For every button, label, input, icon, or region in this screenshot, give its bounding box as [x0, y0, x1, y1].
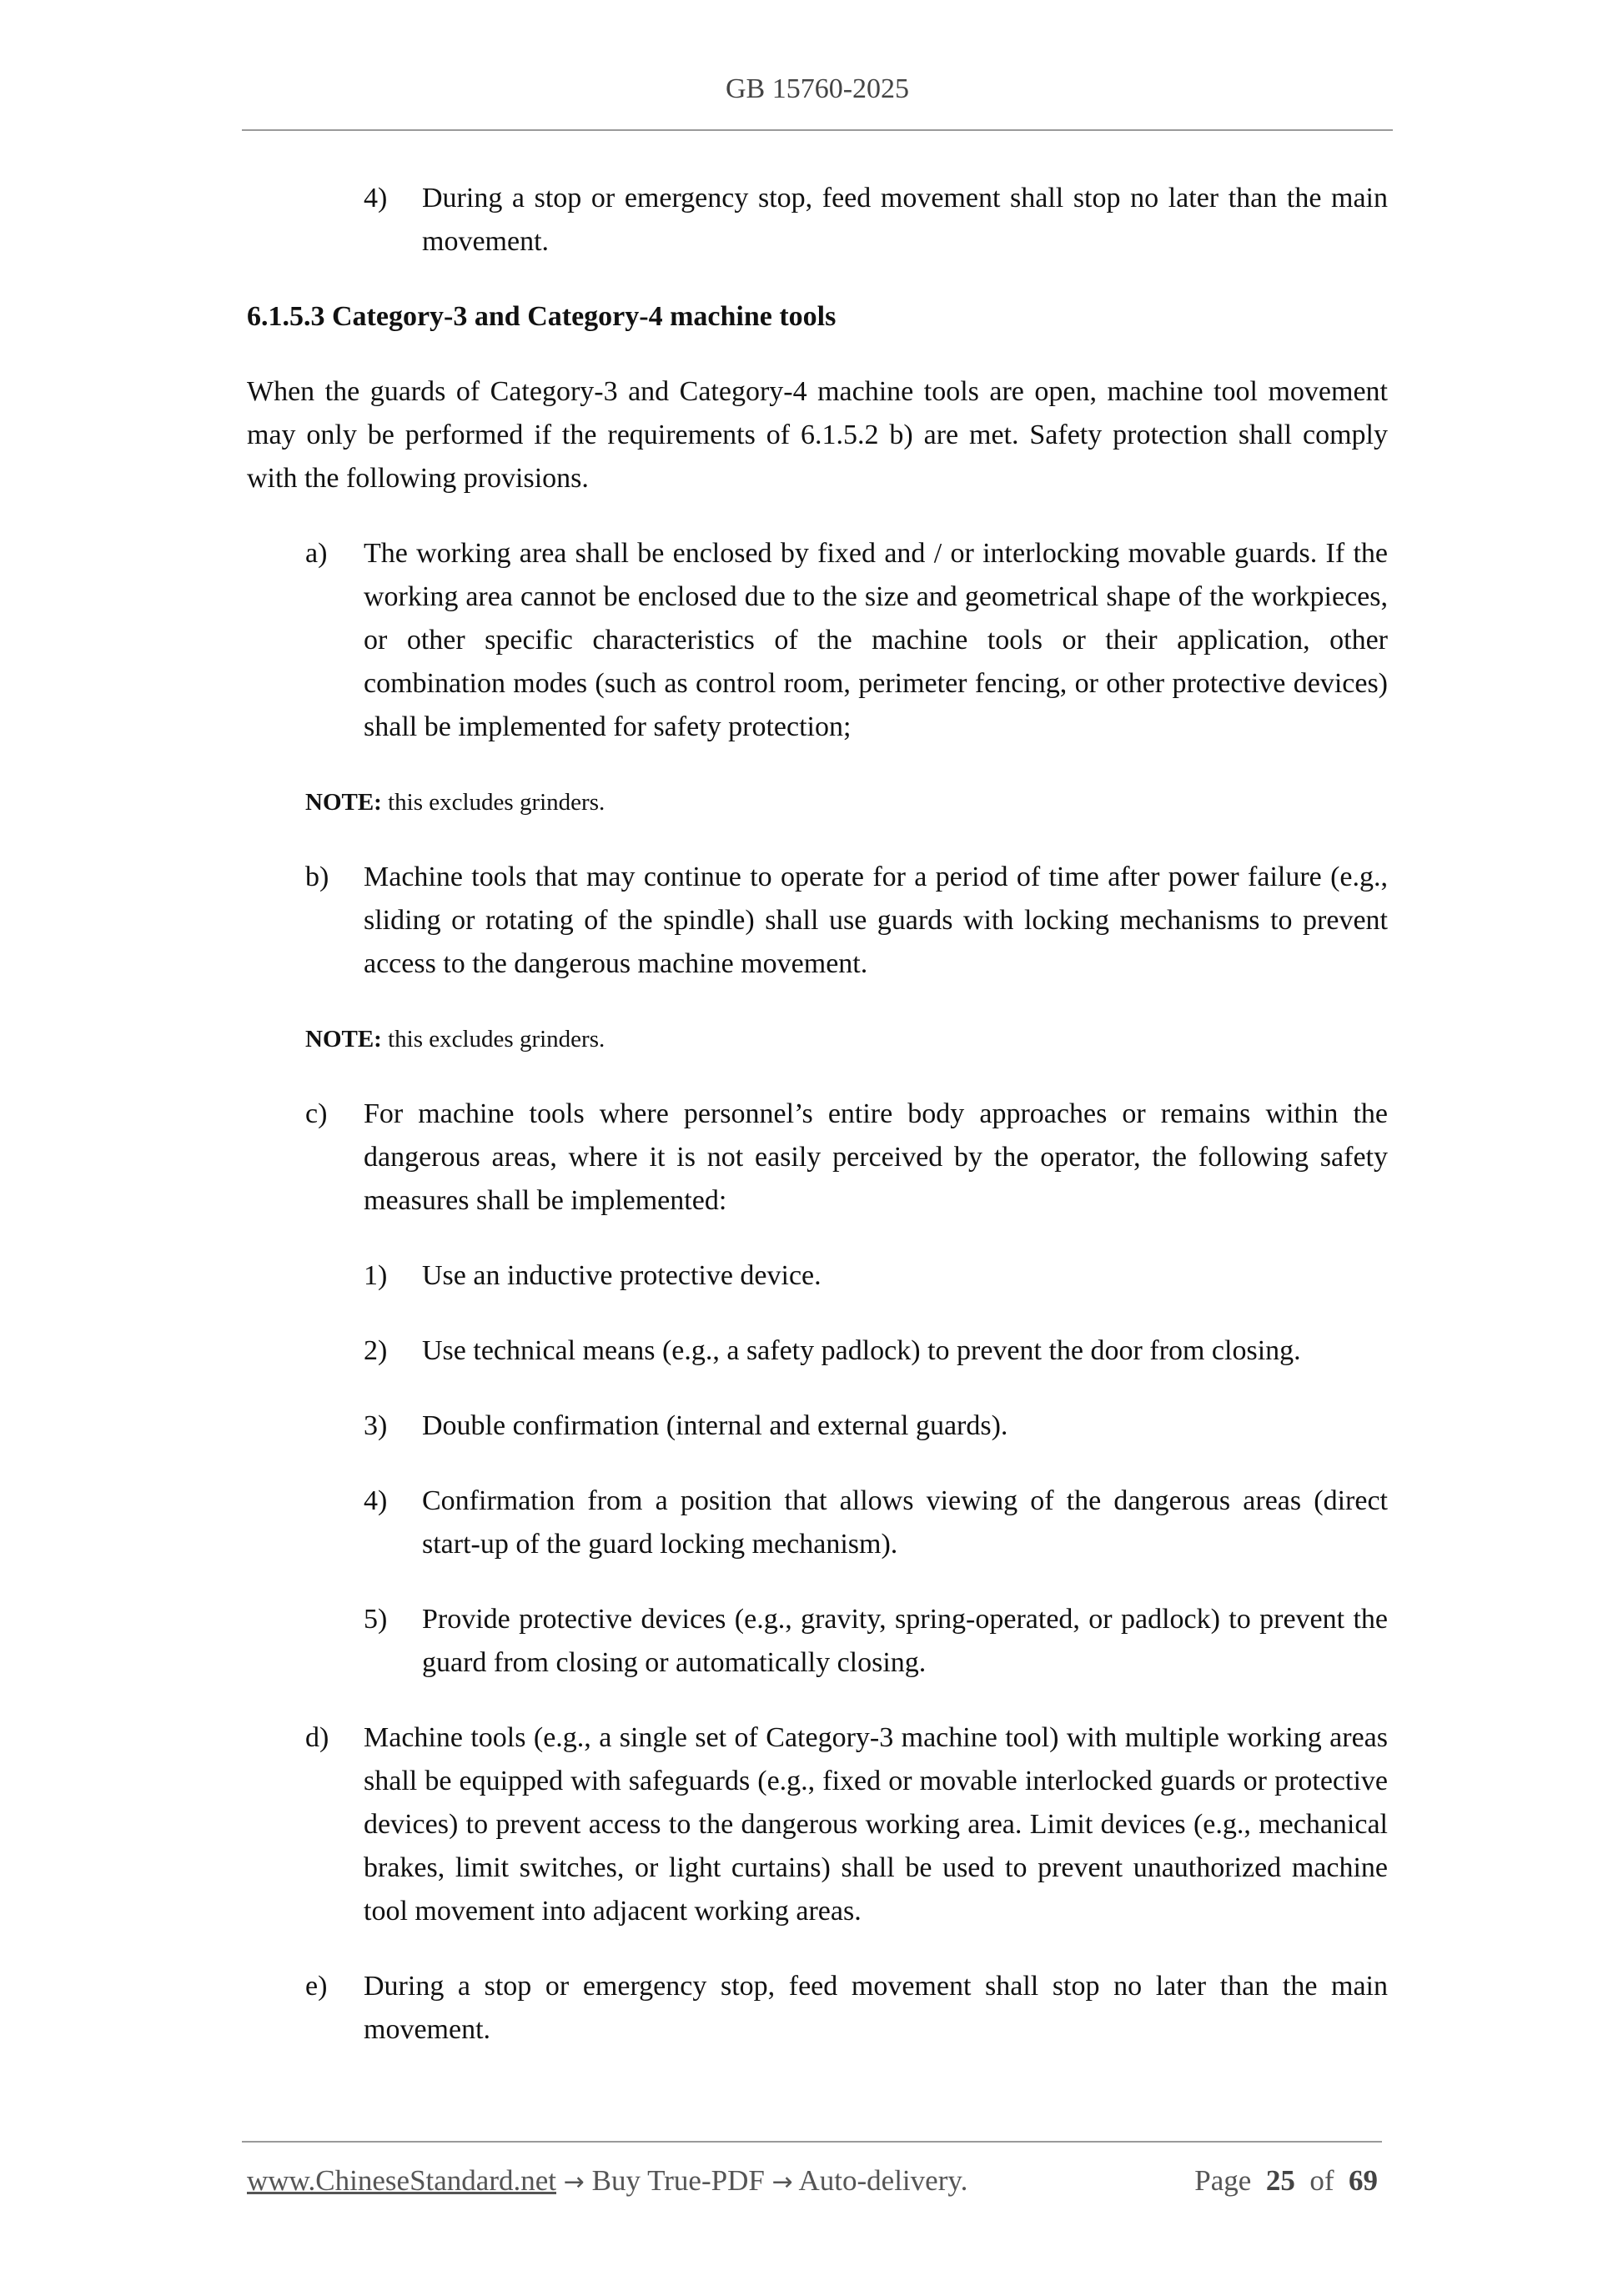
site-link[interactable]: www.ChineseStandard.net — [247, 2164, 556, 2197]
arrow-right-icon: → — [771, 2168, 793, 2197]
sub-list-item-label: 4) — [364, 1485, 388, 1516]
list-item-b — [247, 856, 1388, 986]
page-number — [1194, 2164, 1378, 2198]
sub-list-item-text: Double confirmation (internal and external guards). — [422, 1410, 1008, 1441]
footer-promo — [247, 2164, 967, 2198]
sub-list-item-text: Confirmation from a position that allows viewing of the dangerous areas (direct start-up of the guard locking mechanism). — [422, 1485, 1388, 1560]
note-label: NOTE: — [305, 1026, 382, 1053]
list-item-label: e) — [305, 1971, 328, 2002]
list-item-label: 4) — [364, 183, 388, 214]
list-item-text: During a stop or emergency stop, feed movement shall stop no later than the main movement. — [364, 1971, 1388, 2045]
sub-list-item-label: 2) — [364, 1335, 388, 1366]
total-pages: 69 — [1349, 2164, 1378, 2197]
of-word: of — [1309, 2164, 1334, 2197]
sub-list-item-label: 1) — [364, 1260, 388, 1291]
note — [305, 781, 1388, 824]
list-item-text: For machine tools where personnel’s entire body approaches or remains within the dangerous areas, where it is not easily perceived by the operator, the following safety measures shall be implemented: — [364, 1098, 1388, 1216]
sub-list-item-text: Use technical means (e.g., a safety padlock) to prevent the door from closing. — [422, 1335, 1301, 1366]
list-item-label: d) — [305, 1722, 329, 1753]
list-item-label: a) — [305, 538, 328, 569]
arrow-right-icon: → — [563, 2168, 585, 2197]
list-item-a — [247, 532, 1388, 749]
note — [305, 1017, 1388, 1061]
sub-list-item-4 — [247, 1480, 1388, 1566]
section-heading: 6.1.5.3 Category-3 and Category-4 machine tools — [247, 301, 837, 332]
list-item — [247, 177, 1388, 264]
header-divider — [242, 129, 1393, 131]
sub-list-item-label: 5) — [364, 1604, 388, 1635]
sub-list-item-1 — [247, 1254, 1388, 1298]
current-page: 25 — [1265, 2164, 1295, 2197]
list-item-text: During a stop or emergency stop, feed movement shall stop no later than the main movement. — [422, 183, 1388, 257]
sub-list-item-text: Use an inductive protective device. — [422, 1260, 822, 1291]
list-item-e — [247, 1965, 1388, 2052]
document-header: GB 15760-2025 — [725, 73, 910, 104]
sub-list-item-3 — [247, 1404, 1388, 1448]
footer-divider — [242, 2141, 1382, 2143]
list-item-c — [247, 1093, 1388, 1223]
list-item-text: The working area shall be enclosed by fixed and / or interlocking movable guards. If the working area cannot be enclosed due to the size and geometrical shape of the workpieces, or other specific characteristics of the machine tools or their application, other combination modes (such as control room, perimeter fencing, or other protective devices) shall be implemented for safety protection; — [364, 538, 1388, 742]
sub-list-item-label: 3) — [364, 1410, 388, 1441]
sub-list-item-5 — [247, 1598, 1388, 1685]
page-word: Page — [1194, 2164, 1252, 2197]
list-item-label: b) — [305, 862, 329, 892]
sub-list-item-text: Provide protective devices (e.g., gravity, spring-operated, or padlock) to prevent the guard from closing or automatically closing. — [422, 1604, 1388, 1678]
page-body — [247, 177, 1388, 2083]
note-label: NOTE: — [305, 789, 382, 816]
note-text: this excludes grinders. — [381, 789, 605, 816]
list-item-label: c) — [305, 1098, 328, 1129]
section-intro-paragraph: When the guards of Category-3 and Category-4 machine tools are open, machine tool movement may only be performed if the requirements of 6.1.5.2 b) are met. Safety protection shall comply with the following provisions. — [247, 376, 1388, 494]
sub-list-item-2 — [247, 1329, 1388, 1373]
list-item-text: Machine tools (e.g., a single set of Category-3 machine tool) with multiple working areas shall be equipped with safeguards (e.g., fixed or movable interlocked guards or protective devices) to prevent access to the dangerous working area. Limit devices (e.g., mechanical brakes, limit switches, or light curtains) shall be used to prevent unauthorized machine tool movement into adjacent working areas. — [364, 1722, 1388, 1927]
list-item-text: Machine tools that may continue to operate for a period of time after power failure (e.g., sliding or rotating of the spindle) shall use guards with locking mechanisms to prevent access to the dangerous machine movement. — [364, 862, 1388, 979]
list-item-d — [247, 1716, 1388, 1933]
buy-text: Buy True-PDF — [584, 2164, 772, 2197]
delivery-text: Auto-delivery. — [792, 2164, 968, 2197]
note-text: this excludes grinders. — [381, 1026, 605, 1053]
